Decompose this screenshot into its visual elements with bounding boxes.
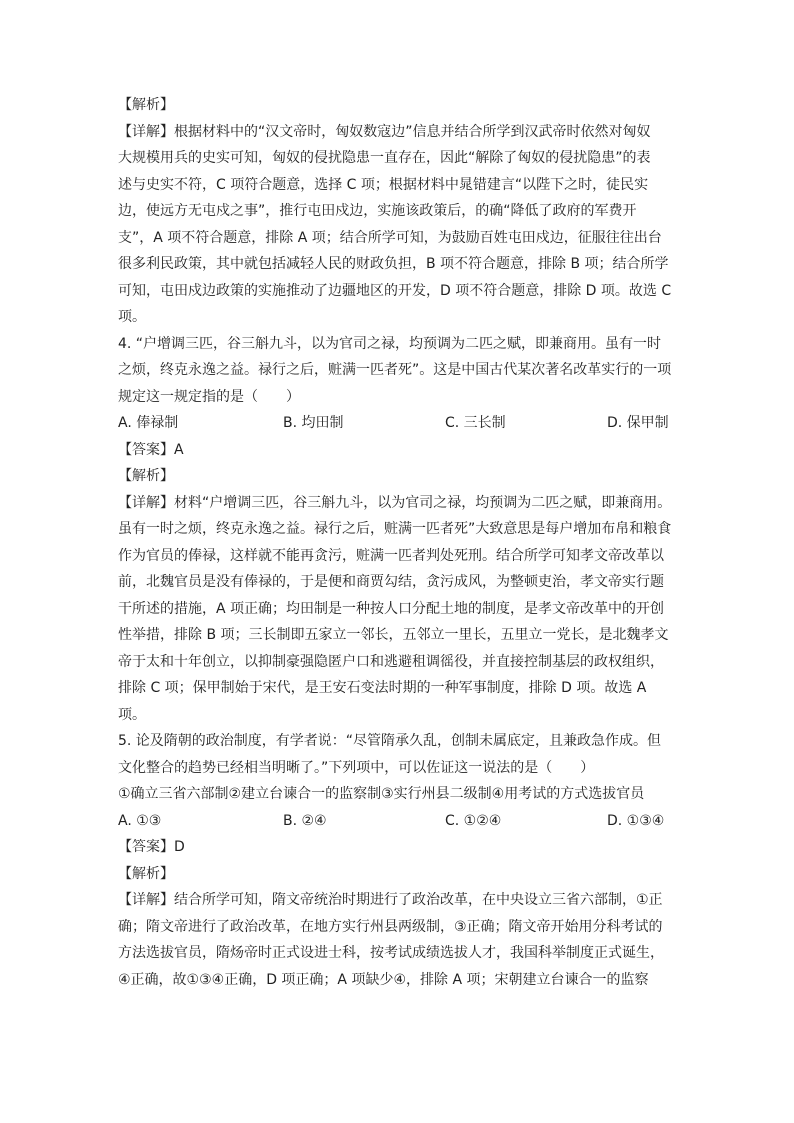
text-line: 帝于太和十年创立，以抑制豪强隐匿户口和逃避租调徭役，并直接控制基层的政权组织， <box>118 653 664 670</box>
text-line: 【详解】材料“户增调三匹，谷三斛九斗，以为官司之禄，均预调为二匹之赋，即兼商用。 <box>118 494 672 511</box>
answer-option: B. ②④ <box>283 812 327 829</box>
answer-options <box>118 410 678 437</box>
text-line: 确；隋文帝进行了政治改革，在地方实行州县两级制，③正确；隋文帝开始用分科考试的 <box>118 918 663 935</box>
text-line: 大规模用兵的史实可知，匈奴的侵扰隐患一直存在，因此“解除了匈奴的侵扰隐患”的表 <box>118 150 651 166</box>
text-line: 性举措，排除 B 项；三长制即五家立一邻长，五邻立一里长，五里立一党长，是北魏孝文 <box>118 627 669 643</box>
text-line: 虽有一时之烦，终克永逸之益。禄行之后，赃满一匹者死”大致意思是每户增加布帛和粮食 <box>118 521 672 537</box>
answer-option: C. 三长制 <box>445 415 506 431</box>
text-line: 【解析】 <box>118 865 174 882</box>
text-line: 干所述的措施，A 项正确；均田制是一种按人口分配土地的制度，是孝文帝改革中的开创 <box>118 600 665 617</box>
text-line: 边，使远方无屯戍之事”，推行屯田戍边，实施该政策后，的确“降低了政府的军费开 <box>118 203 637 219</box>
text-line: 很多利民政策，其中就包括减轻人民的财政负担，B 项不符合题意，排除 B 项；结合所学 <box>118 256 669 272</box>
text-line: 【详解】根据材料中的“汉文帝时，匈奴数寇边”信息并结合所学到汉武帝时依然对匈奴 <box>118 123 651 140</box>
text-line: 【详解】结合所学可知，隋文帝统治时期进行了政治改革，在中央设立三省六部制，①正 <box>118 892 663 908</box>
text-line: 之烦，终克永逸之益。禄行之后，赃满一匹者死”。这是中国古代某次著名改革实行的一项 <box>118 362 672 378</box>
answer-options <box>118 808 678 835</box>
text-line: 作为官员的俸禄，这样就不能再贪污，赃满一匹者判处死刑。结合所学可知孝文帝改革以 <box>118 547 664 564</box>
text-line: 项。 <box>118 706 146 723</box>
text-line: 支”，A 项不符合题意，排除 A 项；结合所学可知，为鼓励百姓屯田戍边，征服往往出台 <box>118 229 662 246</box>
answer-option: A. ①③ <box>118 812 162 829</box>
answer-option: D. ①③④ <box>607 812 665 829</box>
text-line: 方法选拔官员，隋炀帝时正式设进士科，按考试成绩选拔人才，我国科举制度正式诞生， <box>118 945 664 961</box>
text-line: 【答案】D <box>118 839 185 855</box>
text-line: 文化整合的趋势已经相当明晰了。”下列项中，可以佐证这一说法的是（ ） <box>118 759 595 776</box>
text-line: 可知，屯田戍边政策的实施推动了边疆地区的开发，D 项不符合题意，排除 D 项。故选 C <box>118 282 672 299</box>
document-body <box>118 92 678 993</box>
text-line: ①确立三省六部制②建立台谏合一的监察制③实行州县二级制④用考试的方式选拔官员 <box>118 786 645 802</box>
answer-option: D. 保甲制 <box>607 415 669 431</box>
text-line: 【答案】A <box>118 441 184 458</box>
answer-option: B. 均田制 <box>283 415 344 431</box>
answer-option: A. 俸禄制 <box>118 415 179 431</box>
text-line: 【解析】 <box>118 97 174 113</box>
text-line: 规定这一规定指的是（ ） <box>118 388 300 405</box>
text-line: 项。 <box>118 309 146 325</box>
text-line: 4. “户增调三匹，谷三斛九斗，以为官司之禄，均预调为二匹之赋，即兼商用。虽有一时 <box>118 335 662 352</box>
answer-option: C. ①②④ <box>445 812 502 829</box>
text-line: ④正确，故①③④正确，D 项正确；A 项缺少④，排除 A 项；宋朝建立台谏合一的监察 <box>118 971 649 988</box>
text-line: 【解析】 <box>118 468 174 484</box>
text-line: 排除 C 项；保甲制始于宋代，是王安石变法时期的一种军事制度，排除 D 项。故选 A <box>118 680 647 696</box>
text-line: 前，北魏官员是没有俸禄的，于是便和商贾勾结，贪污成风，为整顿吏治，孝文帝实行题 <box>118 574 664 590</box>
text-line: 述与史实不符，C 项符合题意，选择 C 项；根据材料中晁错建言“以陛下之时，徒民实 <box>118 176 649 193</box>
text-line: 5. 论及隋朝的政治制度，有学者说：“尽管隋承久乱，创制未属底定，且兼政急作成。但 <box>118 733 662 749</box>
